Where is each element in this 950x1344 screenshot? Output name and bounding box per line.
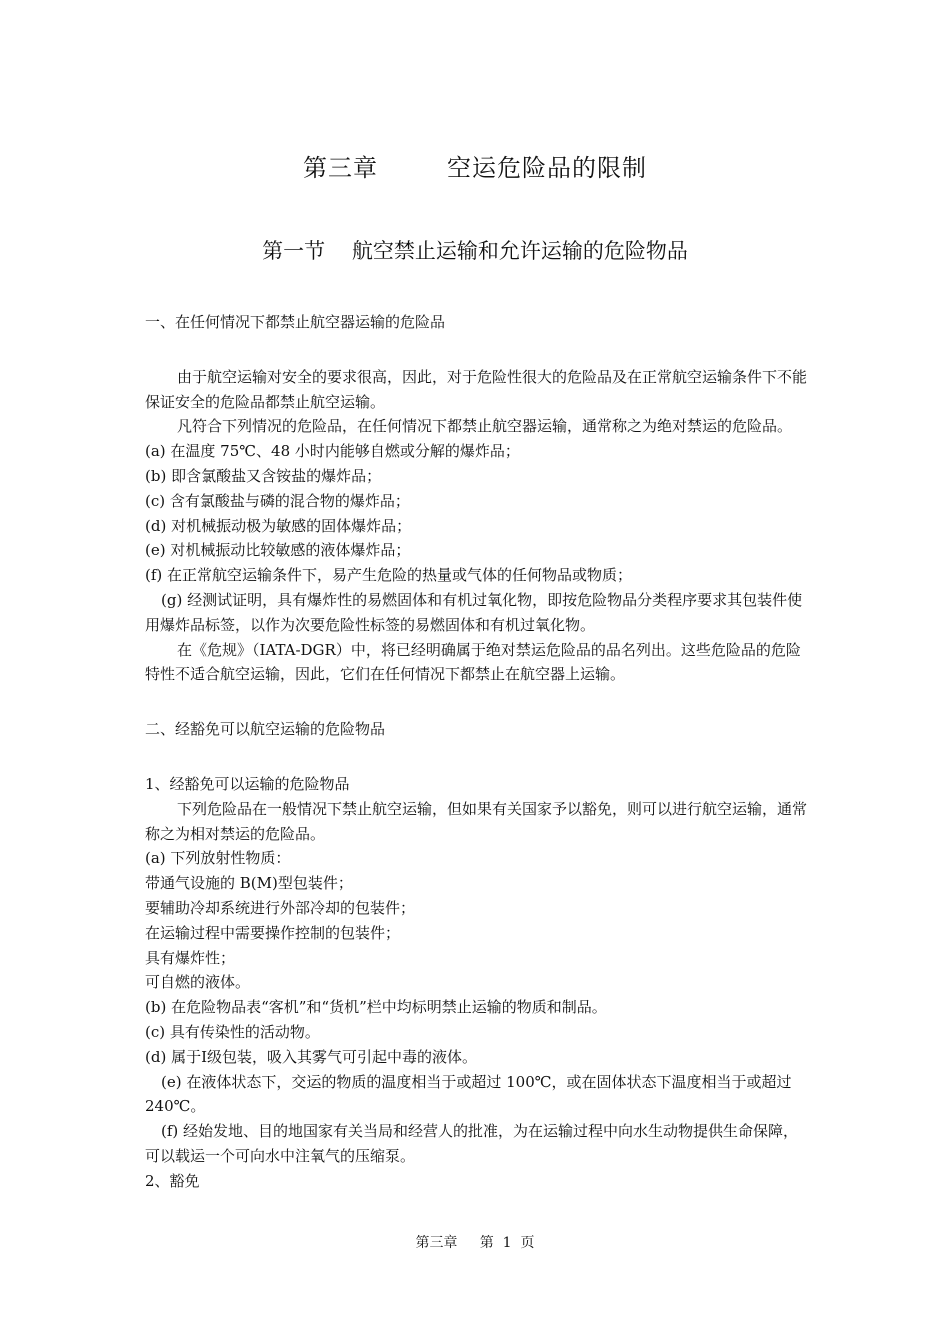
list-item: (g) 经测试证明，具有爆炸性的易燃固体和有机过氧化物，即按危险物品分类程序要求其包装件使用爆炸品标签，以作为次要危险性标签的易燃固体和有机过氧化物。: [145, 590, 803, 634]
list-item: (f) 在正常航空运输条件下，易产生危险的热量或气体的任何物品或物质；: [145, 566, 633, 585]
part1-heading: 一、在任何情况下都禁止航空器运输的危险品: [145, 313, 446, 331]
list-item: (c) 具有传染性的活动物。: [145, 1022, 320, 1041]
sub-list-item: 带通气设施的 B(M)型包装件；: [145, 874, 353, 893]
list-item: (d) 属于Ⅰ级包装，吸入其雾气可引起中毒的液体。: [145, 1047, 478, 1066]
section-title: 第一节 航空禁止运输和允许运输的危险物品: [262, 239, 688, 263]
sub-list-item: 可自燃的液体。: [145, 973, 251, 992]
page-footer: 第三章 第 1 页: [415, 1235, 535, 1251]
list-item: (e) 对机械振动比较敏感的液体爆炸品；: [145, 541, 411, 560]
part1-paragraph-3: 在《危规》（IATA-DGR）中，将已经明确属于绝对禁运危险品的品名列出。这些危险品的危险特性不适合航空运输，因此，它们在任何情况下都禁止在航空器上运输。: [145, 640, 801, 684]
list-item: (a) 下列放射性物质：: [145, 849, 291, 868]
list-item: (e) 在液体状态下，交运的物质的温度相当于或超过 100℃，或在固体状态下温度相当于或超过 240℃。: [145, 1072, 792, 1116]
list-item: (a) 在温度 75℃、48 小时内能够自燃或分解的爆炸品；: [145, 442, 520, 461]
sub-list-item: 要辅助冷却系统进行外部冷却的包装件；: [145, 898, 416, 917]
sub1-heading: 1、经豁免可以运输的危险物品: [145, 774, 350, 793]
sub-list-item: 具有爆炸性；: [145, 948, 236, 967]
part1-paragraph-2: 凡符合下列情况的危险品，在任何情况下都禁止航空器运输，通常称之为绝对禁运的危险品。: [177, 417, 793, 436]
sub1-paragraph: 下列危险品在一般情况下禁止航空运输，但如果有关国家予以豁免，则可以进行航空运输，通常称之为相对禁运的危险品。: [145, 799, 808, 843]
part1-paragraph-1: 由于航空运输对安全的要求很高，因此，对于危险性很大的危险品及在正常航空运输条件下不能保证安全的危险品都禁止航空运输。: [145, 367, 808, 411]
list-item: (b) 即含氯酸盐又含铵盐的爆炸品；: [145, 466, 382, 485]
list-item: (c) 含有氯酸盐与磷的混合物的爆炸品；: [145, 491, 410, 510]
sub2-heading: 2、豁免: [145, 1171, 200, 1190]
list-item: (d) 对机械振动极为敏感的固体爆炸品；: [145, 516, 412, 535]
chapter-title: 第三章 空运危险品的限制: [302, 154, 648, 182]
document-body: [145, 310, 810, 1194]
list-item: (f) 经始发地、目的地国家有关当局和经营人的批准，为在运输过程中向水生动物提供生命保障，可以载运一个可向水中注氧气的压缩泵。: [145, 1122, 799, 1165]
sub-list-item: 在运输过程中需要操作控制的包装件；: [145, 923, 401, 942]
part2-heading: 二、经豁免可以航空运输的危险物品: [145, 720, 386, 739]
list-item: (b) 在危险物品表“客机”和“货机”栏中均标明禁止运输的物质和制品。: [145, 998, 607, 1017]
